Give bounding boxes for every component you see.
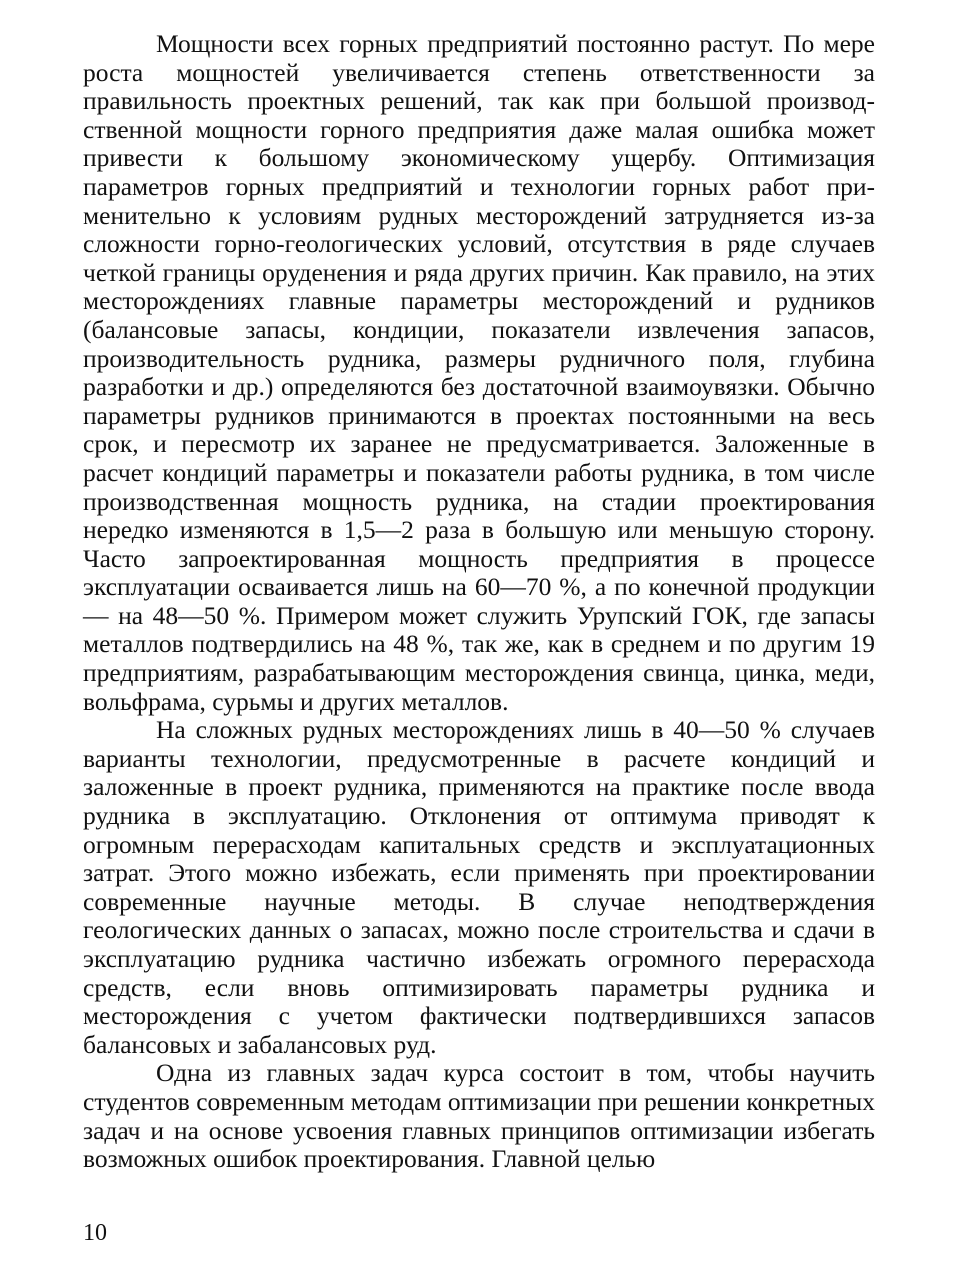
page-number: 10 [83, 1220, 107, 1246]
paragraph-2: На сложных рудных месторождениях лишь в 40—50 % случаев варианты технологии, предусмотренные в расчете кондиций и заложенные в проект рудника, применяются на практике после ввода рудника в эксплуатацию. Отклонения от оптимума приводят к огромным перерасходам капитальных средств и эксплуатационных затрат. Этого можно избежать, если применять при проектировании современные научные методы. В случае неподтверждения геологических данных о запасах, можно после строительства и сдачи в эксплуатацию рудника частично избежать огромного перерасхода средств, если вновь оптимизировать параметры рудника и месторождения с учетом фактически подтвердившихся запасов балансовых и забалансовых руд. [83, 715, 875, 1059]
page-body [83, 30, 875, 1174]
paragraph-3: Одна из главных задач курса состоит в том, чтобы научить студентов современным методам оптимизации при решении конкретных задач и на основе усвоения главных принципов оптимизации избегать возможных ошибок проектирования. Главной целью [83, 1058, 875, 1174]
paragraph-1: Мощности всех горных предприятий постоянно растут. По мере роста мощностей увеличивается степень ответственности за правильность проектных решений, так как при большой производственной мощности горного предприятия даже малая ошибка может привести к большому экономическому ущербу. Оптимизация параметров горных предприятий и технологии горных работ применительно к условиям рудных месторождений затрудняется из-за сложности горно-геологических условий, отсутствия в ряде случаев четкой границы оруденения и ряда других причин. Как правило, на этих месторождениях главные параметры месторождений и рудников (балансовые запасы, кондиции, показатели извлечения запасов, производительность рудника, размеры рудничного поля, глубина разработки и др.) определяются без достаточной взаимоувязки. Обычно параметры рудников принимаются в проектах постоянными на весь срок, и пересмотр их заранее не предусматривается. Заложенные в расчет кондиций параметры и показатели работы рудника, в том числе производственная мощность рудника, на стадии проектирования нередко изменяются в 1,5—2 раза в большую или меньшую сторону. Часто запроектированная мощность предприятия в процессе эксплуатации осваивается лишь на 60—70 %, а по конечной продукции — на 48—50 %. Примером может служить Урупский ГОК, где запасы металлов подтвердились на 48 %, так же, как в среднем и по другим 19 предприятиям, разрабатывающим месторождения свинца, цинка, меди, вольфрама, сурьмы и других металлов. [83, 29, 875, 716]
